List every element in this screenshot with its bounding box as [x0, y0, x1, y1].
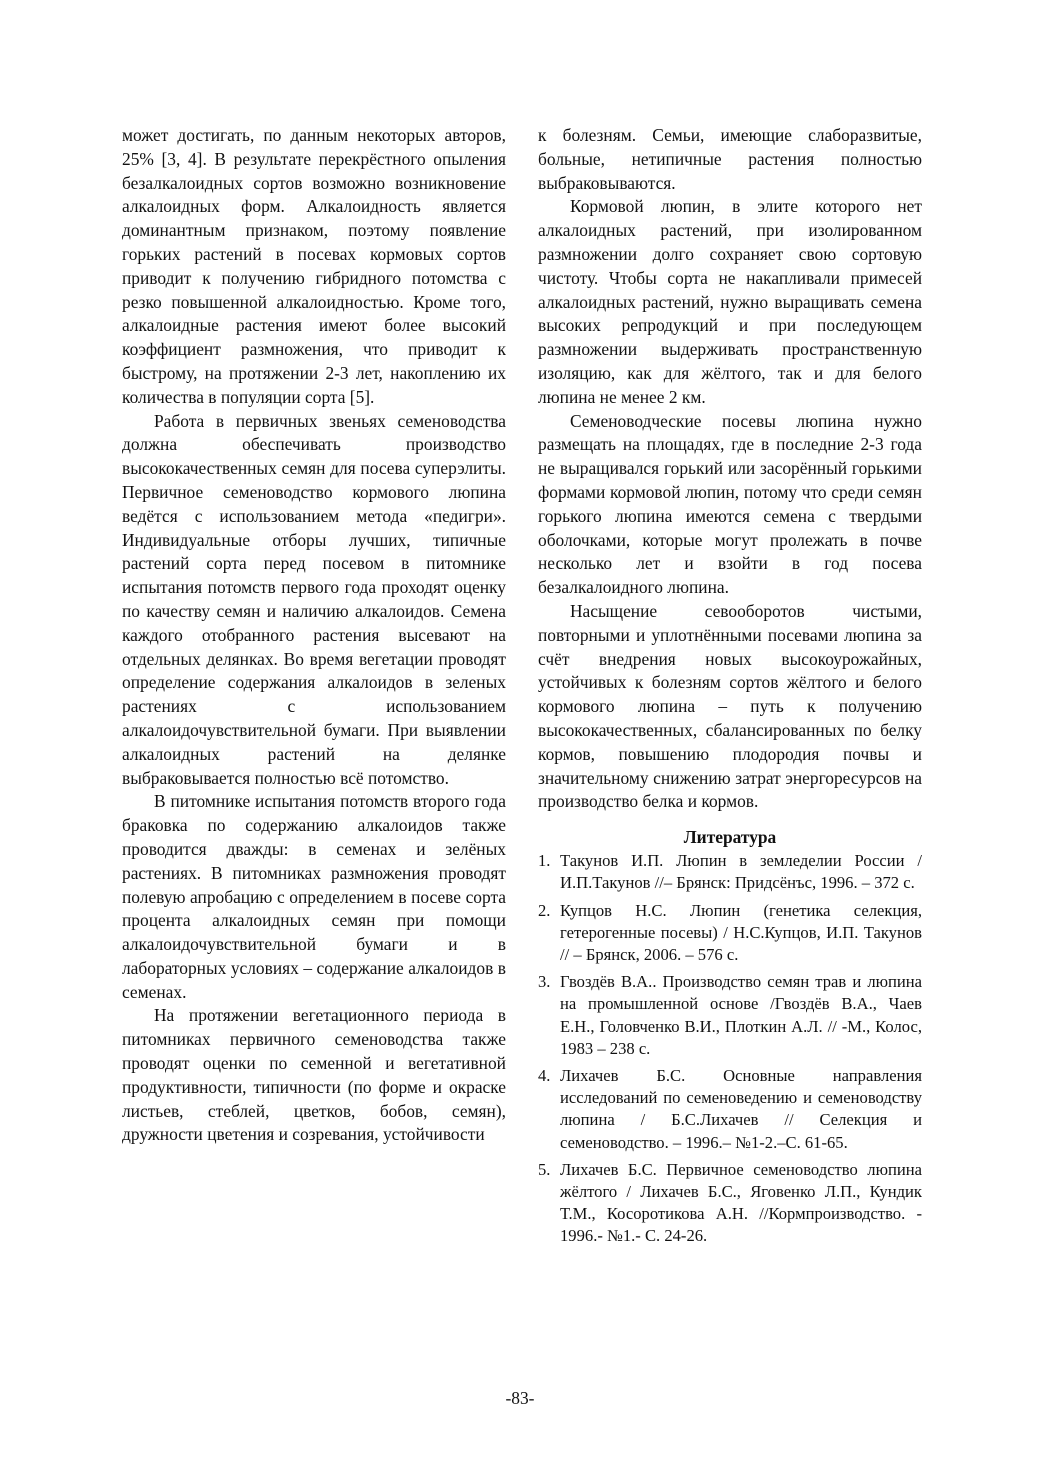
body-paragraph: может достигать, по данным некоторых авторов, 25% [3, 4]. В результате перекрёстного опыления безалкалоидных сортов возможно возникновение алкалоидных форм. Алкалоидность является доминантным признаком, поэтому появление горьких растений в посевах кормовых сортов приводит к получению гибридного потомства с резко повышенной алкалоидностью. Кроме того, алкалоидные растения имеют более высокий коэффициент размножения, что приводит к быстрому, на протяжении 2-3 лет, накоплению их количества в популяции сорта [5].	[122, 125, 506, 407]
body-paragraph: Семеноводческие посевы люпина нужно размещать на площадях, где в последние 2-3 года не выращивался горький или засорённый горькими формами кормовой люпин, потому что среди семян горького люпина имеются семена с твердыми оболочками, которые могут пролежать в почве несколько лет и взойти в год посева безалкалоидного люпина.	[538, 410, 922, 598]
reference-text: Купцов Н.С. Люпин (генетика селекция, гетерогенные посевы) / Н.С.Купцов, И.П. Такунов // – Брянск, 2006. – 576 с.	[560, 900, 922, 964]
body-paragraph: На протяжении вегетационного периода в питомниках первичного семеноводства также проводят оценки по семенной и вегетативной продуктивности, типичности (по форме и окраске листьев, стеблей, цветков, бобов, семян), дружности цветения и созревания, устойчивости	[122, 1005, 506, 1145]
reference-item	[538, 900, 922, 967]
reference-number: 2.	[538, 900, 551, 920]
reference-number: 3.	[538, 972, 551, 992]
page-number: -83-	[505, 1388, 535, 1408]
reference-item	[538, 1065, 922, 1154]
reference-number: 4.	[538, 1065, 551, 1085]
body-paragraph: к болезням. Семьи, имеющие слаборазвитые, больные, нетипичные растения полностью выбраковываются.	[538, 125, 922, 193]
reference-item	[538, 1159, 922, 1248]
references-list	[538, 850, 922, 1247]
reference-number: 1.	[538, 851, 551, 871]
reference-item	[538, 850, 922, 894]
reference-text: Лихачев Б.С. Основные направления исследований по семеноведению и семеноводству люпина / Б.С.Лихачев // Селекция и семеноводство. – 1996.– №1-2.–С. 61-65.	[560, 1065, 922, 1152]
references-heading: Литература	[683, 827, 777, 848]
body-paragraph: Насыщение севооборотов чистыми, повторными и уплотнёнными посевами люпина за счёт внедрения новых высокоурожайных, устойчивых к болезням сортов жёлтого и белого кормового люпина – путь к получению высококачественных, сбалансированных по белку кормов, повышению плодородия почвы и значительному снижению затрат энергоресурсов на производство белка и кормов.	[538, 600, 922, 812]
body-paragraph: Работа в первичных звеньях семеноводства должна обеспечивать производство высококачественных семян для посева суперэлиты. Первичное семеноводство кормового люпина ведётся с использованием метода «педигри». Индивидуальные отборы лучших, типичные растений сорта перед посевом в питомнике испытания потомств первого года проходят оценку по качеству семян и наличию алкалоидов. Семена каждого отобранного растения высевают на отдельных делянках. Во время вегетации проводят определение содержания алкалоидов в зеленых растениях с использованием алкалоидочувствительной бумаги. При выявлении алкалоидных растений на делянке выбраковывается полностью всё потомство.	[122, 410, 506, 788]
right-column	[538, 124, 922, 1253]
body-paragraph: Кормовой люпин, в элите которого нет алкалоидных растений, при изолированном размножении долго сохраняет свою сортовую чистоту. Чтобы сорта не накапливали примесей алкалоидных растений, нужно выращивать семена высоких репродукций и при последующем размножении выдерживать пространственную изоляцию, как для жёлтого, так и для белого люпина не менее 2 км.	[538, 196, 922, 407]
reference-item	[538, 971, 922, 1060]
reference-text: Гвоздёв В.А.. Производство семян трав и люпина на промышленной основе /Гвоздёв В.А., Чаев Е.Н., Головченко В.И., Плоткин А.Л. // -М., Колос, 1983 – 238 с.	[560, 972, 922, 1058]
reference-text: Лихачев Б.С. Первичное семеноводство люпина жёлтого / Лихачев Б.С., Яговенко Л.П., Кундик Т.М., Косоротикова А.Н. //Кормпроизводство. - 1996.- №1.- С. 24-26.	[560, 1159, 922, 1246]
reference-text: Такунов И.П. Люпин в земледелии России / И.П.Такунов //– Брянск: Придсёнъс, 1996. – 372 с.	[560, 851, 922, 893]
body-paragraph: В питомнике испытания потомств второго года браковка по содержанию алкалоидов также проводится дважды: в семенах и зелёных растениях. В питомниках размножения проводят полевую апробацию с определением в посеве сорта процента алкалоидных семян при помощи алкалоидочувствительной бумаги и в лабораторных условиях – содержание алкалоидов в семенах.	[122, 791, 506, 1002]
reference-number: 5.	[538, 1159, 551, 1179]
left-column	[122, 124, 506, 1147]
